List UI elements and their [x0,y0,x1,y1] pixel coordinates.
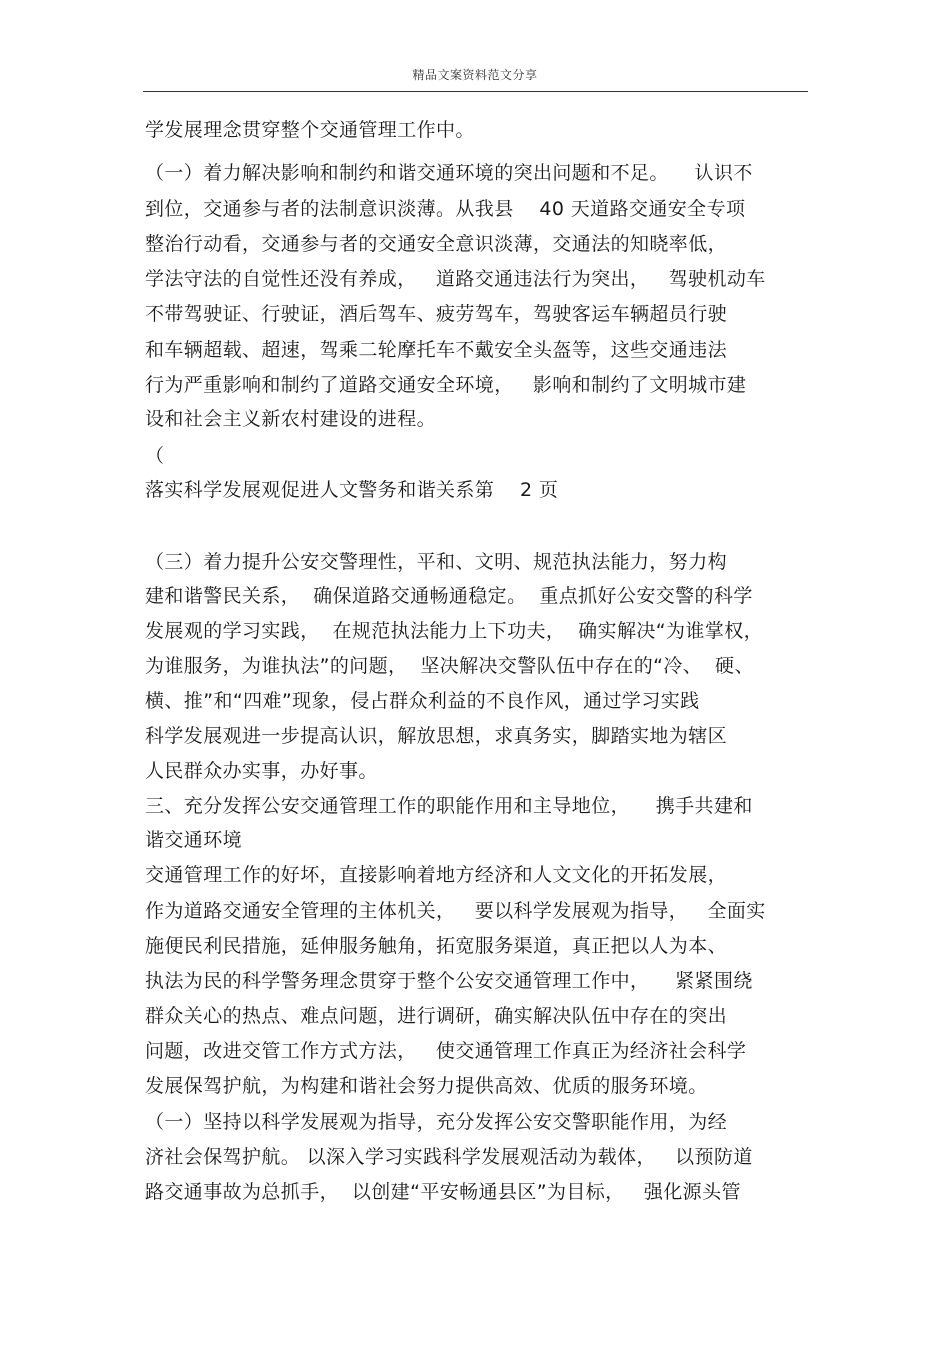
text-line: 为谁服务，为谁执法”的问题， 坚决解决交警队伍中存在的“冷、 硬、 [145,655,754,677]
text-line: 谐交通环境 [145,829,243,851]
header-rule [143,91,808,92]
text-line: 济社会保驾护航。 以深入学习实践科学发展观活动为载体， 以预防道 [145,1146,753,1168]
text-line: 横、推”和“四难”现象，侵占群众利益的不良作风，通过学习实践 [145,690,700,712]
text-line: 设和社会主义新农村建设的进程。 [145,408,437,430]
text-line: 路交通事故为总抓手， 以创建“平安畅通县区”为目标， 强化源头管 [145,1181,741,1203]
text-line: （一）着力解决影响和制约和谐交通环境的突出问题和不足。 认识不 [145,162,753,184]
text-line: （三）着力提升公安交警理性，平和、文明、规范执法能力，努力构 [145,551,728,573]
text-line: 发展保驾护航，为构建和谐社会努力提供高效、优质的服务环境。 [145,1075,708,1097]
text-line: 群众关心的热点、难点问题，进行调研，确实解决队伍中存在的突出 [145,1005,728,1027]
text-line: 行为严重影响和制约了道路交通安全环境， 影响和制约了文明城市建 [145,374,747,396]
text-line: 科学发展观进一步提高认识，解放思想，求真务实，脚踏实地为辖区 [145,725,728,747]
text-line: 问题，改进交管工作方式方法， 使交通管理工作真正为经济社会科学 [145,1040,747,1062]
text-line: 学法守法的自觉性还没有养成， 道路交通违法行为突出， 驾驶机动车 [145,268,766,290]
text-line: 作为道路交通安全管理的主体机关， 要以科学发展观为指导， 全面实 [145,900,766,922]
text-line: 落实科学发展观促进人文警务和谐关系第 2 页 [145,479,559,501]
text-line: 施便民利民措施，延伸服务触角，拓宽服务渠道，真正把以人为本、 [145,935,728,957]
text-line: （一）坚持以科学发展观为指导，充分发挥公安交警职能作用，为经 [145,1111,728,1133]
text-line: 不带驾驶证、行驶证，酒后驾车、疲劳驾车，驾驶客运车辆超员行驶 [145,303,728,325]
text-line: 建和谐警民关系， 确保道路交通畅通稳定。 重点抓好公安交警的科学 [145,585,753,607]
text-line: 交通管理工作的好坏，直接影响着地方经济和人文文化的开拓发展， [145,864,728,886]
text-line: 执法为民的科学警务理念贯穿于整个公安交通管理工作中， 紧紧围绕 [145,970,753,992]
page-header: 精品文案资料范文分享 [412,68,538,82]
text-line: 到位，交通参与者的法制意识淡薄。从我县 40 天道路交通安全专项 [145,198,746,220]
text-line: 学发展理念贯穿整个交通管理工作中。 [145,119,475,141]
text-line: 和车辆超载、超速，驾乘二轮摩托车不戴安全头盔等，这些交通违法 [145,339,728,361]
text-line: 整治行动看，交通参与者的交通安全意识淡薄，交通法的知晓率低， [145,233,728,255]
text-line: 发展观的学习实践， 在规范执法能力上下功夫， 确实解决“为谁掌权， [145,620,764,642]
text-line: 三、充分发挥公安交通管理工作的职能作用和主导地位， 携手共建和 [145,795,753,817]
text-line: 人民群众办实事，办好事。 [145,760,378,782]
text-line: （ [145,445,165,467]
